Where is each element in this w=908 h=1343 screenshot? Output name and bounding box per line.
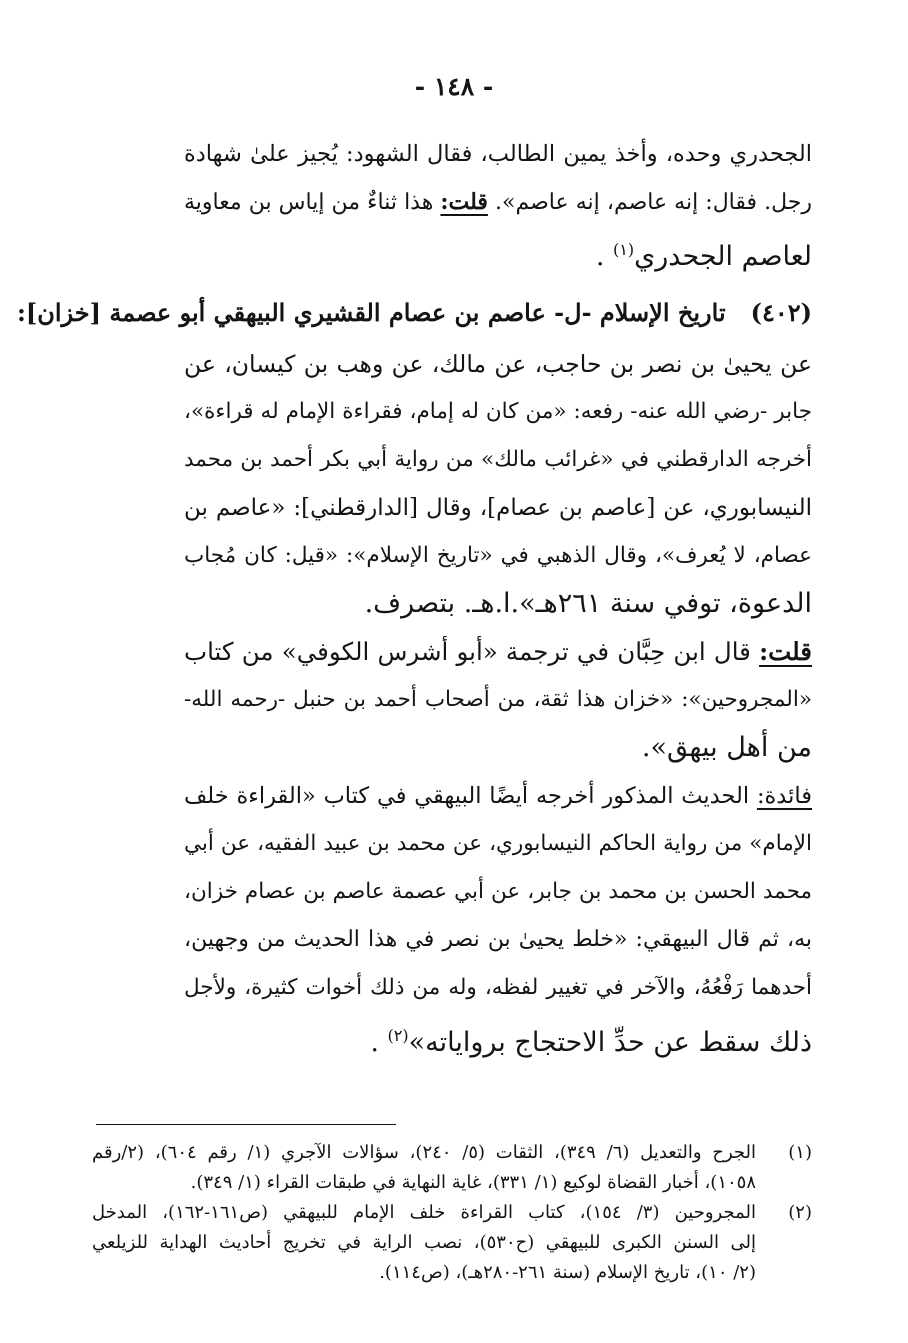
faida-text: الحديث المذكور أخرجه أيضًا البيهقي في كتاب «القراءة خلف [184,783,757,809]
entry-heading [17,290,812,336]
footnote-number: (٢) [788,1202,812,1223]
entry-line: الدعوة، توفي سنة ٢٦١هـ».ا.هـ. بتصرف. [364,588,812,619]
qult-label: قلت: [440,189,488,215]
entry-line: جابر -رضي الله عنه- رفعه: «من كان له إمام، فقراءة الإمام له قراءة»، [184,399,812,424]
faida-line: محمد الحسن بن محمد بن جابر، عن أبي عصمة عاصم بن عصام خزان، [184,879,812,904]
qult-line: من أهل بيهق». [641,732,812,763]
entry-line: النيسابوري، عن [عاصم بن عصام]، وقال [الدارقطني]: «عاصم بن [184,495,812,521]
footnote-1 [92,1138,812,1198]
qult-line: «المجروحين»: «خزان هذا ثقة، من أصحاب أحمد بن حنبل -رحمه الله- [184,687,812,712]
footnote-number: (١) [788,1142,812,1163]
intro-line-3-end: . [595,241,605,272]
intro-line-3-text: لعاصم الجحدري [634,241,812,272]
entry-line: عصام، لا يُعرف»، وقال الذهبي في «تاريخ الإسلام»: «قيل: كان مُجاب [184,543,812,568]
page-number: - ١٤٨ - [414,72,494,101]
qult-label: قلت: [759,637,812,666]
footnotes [92,1138,812,1288]
qult-text: قال ابن حِبَّان في ترجمة «أبو أشرس الكوفي» من كتاب [184,637,760,666]
footnote-separator [96,1124,396,1125]
intro-line-2-text-b: هذا ثناءٌ من إياس بن معاوية [184,190,441,215]
faida-text: ذلك سقط عن حدِّ الاحتجاج برواياته» [408,1027,812,1058]
entry-title: تاريخ الإسلام -ل- عاصم بن عصام القشيري البيهقي أبو عصمة [خزان]: [17,298,726,327]
faida-line: أحدهما رَفْعُهُ، والآخر في تغيير لفظه، وله من ذلك أخوات كثيرة، ولأجل [184,975,812,1000]
footnote-2 [92,1198,812,1288]
footnote-line: إلى السنن الكبرى للبيهقي (ح٥٣٠)، نصب الراية في تخريج أحاديث الهداية للزيلعي [92,1232,756,1253]
qult-line [184,628,812,676]
intro-line-1: الجحدري وحده، وأخذ يمين الطالب، فقال الشهود: يُجيز علىٰ شهادة [184,141,812,167]
footnote-marker-1: (١) [613,240,635,259]
faida-line: الإمام» من رواية الحاكم النيسابوري، عن محمد بن عبيد الفقيه، عن أبي [184,831,812,856]
intro-paragraph [184,130,812,274]
entry-line: أخرجه الدارقطني في «غرائب مالك» من رواية أبي بكر أحمد بن محمد [184,447,812,472]
intro-line-2-text-a: رجل. فقال: إنه عاصم، إنه عاصم». [487,190,812,215]
faida-label: فائدة: [756,783,812,809]
faida-line: به، ثم قال البيهقي: «خلط يحيىٰ بن نصر في هذا الحديث من وجهين، [184,927,812,952]
entry-line: عن يحيىٰ بن نصر بن حاجب، عن مالك، عن وهب بن كيسان، عن [184,350,812,378]
intro-line-3 [184,226,812,274]
entry-body [184,340,812,1060]
faida-line [184,1012,812,1060]
footnote-line: ١٠٥٨)، أخبار القضاة لوكيع (١/ ٣٣١)، غاية النهاية في طبقات القراء (١/ ٣٤٩). [190,1172,756,1193]
footnote-marker-2: (٢) [387,1026,409,1045]
footnote-line: الجرح والتعديل (٦/ ٣٤٩)، الثقات (٥/ ٢٤٠)، سؤالات الآجري (١/ رقم ٦٠٤)، (٢/رقم [92,1142,756,1163]
faida-line [184,772,812,820]
entry-number: (٤٠٢) [750,298,812,327]
footnote-line: (٢/ ١٠)، تاريخ الإسلام (سنة ٢٦١-٢٨٠هـ)، (ص١١٤). [379,1262,756,1283]
intro-line-2 [184,178,812,226]
footnote-line: المجروحين (٣/ ١٥٤)، كتاب القراءة خلف الإمام للبيهقي (ص١٦١-١٦٢)، المدخل [92,1202,757,1223]
faida-end: . [370,1027,379,1058]
